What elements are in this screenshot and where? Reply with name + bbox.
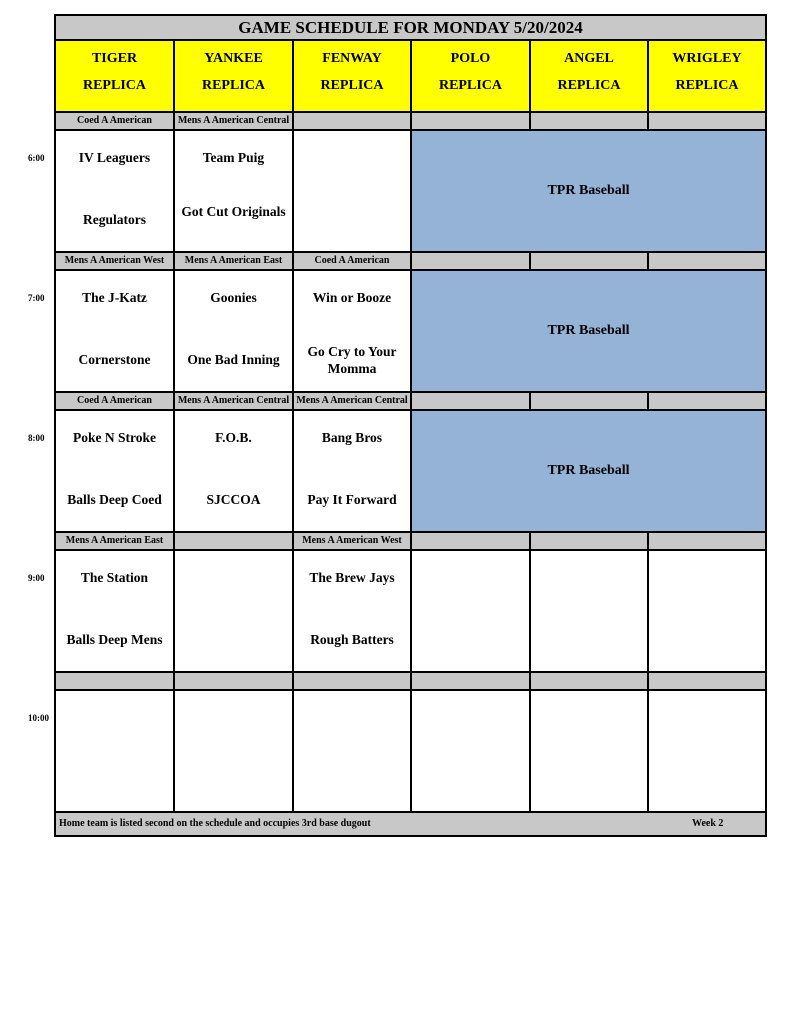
away-team: IV Leaguers bbox=[78, 150, 151, 165]
division-label bbox=[412, 673, 531, 691]
division-label bbox=[412, 393, 531, 411]
reserved-block bbox=[412, 411, 765, 533]
division-label: Mens A American East bbox=[175, 253, 294, 271]
game-cell bbox=[56, 551, 175, 673]
reserved-block-label: TPR Baseball bbox=[547, 463, 630, 478]
division-label: Mens A American Central bbox=[294, 393, 412, 411]
division-label: Mens A American East bbox=[56, 533, 175, 551]
schedule-title: GAME SCHEDULE FOR MONDAY 5/20/2024 bbox=[56, 16, 765, 41]
field-header-fenway bbox=[294, 41, 412, 113]
reserved-block-label: TPR Baseball bbox=[547, 323, 630, 338]
division-label bbox=[412, 113, 531, 131]
game-cell bbox=[56, 131, 175, 253]
field-subtitle: REPLICA bbox=[320, 78, 384, 93]
game-cell bbox=[175, 411, 294, 533]
schedule-table bbox=[54, 14, 767, 837]
game-cell bbox=[56, 411, 175, 533]
game-cell bbox=[294, 691, 412, 813]
week-label: Week 2 bbox=[692, 818, 724, 829]
home-team: Got Cut Originals bbox=[181, 204, 286, 219]
game-cell bbox=[294, 411, 412, 533]
away-team: The Brew Jays bbox=[309, 570, 395, 585]
division-label bbox=[175, 533, 294, 551]
division-label: Coed A American bbox=[56, 113, 175, 131]
division-label bbox=[531, 253, 649, 271]
time-label: 8:00 bbox=[28, 433, 45, 443]
time-label: 9:00 bbox=[28, 573, 45, 583]
division-label bbox=[412, 253, 531, 271]
division-label: Mens A American Central bbox=[175, 113, 294, 131]
division-label bbox=[294, 113, 412, 131]
away-team: Bang Bros bbox=[321, 430, 383, 445]
field-name: TIGER bbox=[91, 51, 138, 66]
field-header-wrigley bbox=[649, 41, 765, 113]
game-cell bbox=[294, 551, 412, 673]
field-name: ANGEL bbox=[564, 51, 614, 66]
field-subtitle: REPLICA bbox=[82, 78, 146, 93]
division-label bbox=[649, 393, 765, 411]
time-label: 6:00 bbox=[28, 153, 45, 163]
away-team: Win or Booze bbox=[312, 290, 392, 305]
field-name: POLO bbox=[450, 51, 491, 66]
reserved-block bbox=[412, 271, 765, 393]
home-team: Pay It Forward bbox=[307, 492, 397, 507]
time-label: 10:00 bbox=[28, 713, 49, 723]
division-label bbox=[649, 113, 765, 131]
game-cell bbox=[56, 271, 175, 393]
home-team: Balls Deep Mens bbox=[66, 632, 163, 647]
field-header-polo bbox=[412, 41, 531, 113]
division-label bbox=[649, 253, 765, 271]
time-label: 7:00 bbox=[28, 293, 45, 303]
field-subtitle: REPLICA bbox=[675, 78, 739, 93]
away-team: Goonies bbox=[210, 290, 257, 305]
home-team: One Bad Inning bbox=[187, 352, 280, 367]
reserved-block-label: TPR Baseball bbox=[547, 183, 630, 198]
field-header-angel bbox=[531, 41, 649, 113]
home-team: Go Cry to Your Momma bbox=[307, 344, 397, 376]
game-cell bbox=[531, 691, 649, 813]
division-label: Coed A American bbox=[56, 393, 175, 411]
away-team: The Station bbox=[80, 570, 149, 585]
reserved-block bbox=[412, 131, 765, 253]
division-label bbox=[649, 533, 765, 551]
home-team: Balls Deep Coed bbox=[67, 492, 162, 507]
home-team: Rough Batters bbox=[310, 632, 394, 647]
home-team: SJCCOA bbox=[206, 492, 261, 507]
game-cell bbox=[175, 551, 294, 673]
field-subtitle: REPLICA bbox=[557, 78, 621, 93]
game-cell bbox=[175, 271, 294, 393]
game-cell bbox=[175, 131, 294, 253]
division-label bbox=[531, 113, 649, 131]
field-name: YANKEE bbox=[204, 51, 263, 66]
field-header-tiger bbox=[56, 41, 175, 113]
footer-note: Home team is listed second on the schedule and occupies 3rd base dugout bbox=[59, 818, 371, 829]
game-cell bbox=[294, 271, 412, 393]
game-cell bbox=[412, 551, 531, 673]
game-cell bbox=[649, 551, 765, 673]
away-team: The J-Katz bbox=[82, 290, 147, 305]
division-label: Mens A American West bbox=[56, 253, 175, 271]
game-cell bbox=[175, 691, 294, 813]
field-name: FENWAY bbox=[322, 51, 382, 66]
footer-bar bbox=[56, 813, 765, 835]
division-label bbox=[175, 673, 294, 691]
division-label bbox=[412, 533, 531, 551]
division-label bbox=[56, 673, 175, 691]
away-team: F.O.B. bbox=[215, 430, 252, 445]
game-cell bbox=[294, 131, 412, 253]
game-cell bbox=[412, 691, 531, 813]
field-subtitle: REPLICA bbox=[438, 78, 502, 93]
home-team: Cornerstone bbox=[78, 352, 151, 367]
away-team: Poke N Stroke bbox=[73, 430, 156, 445]
division-label: Mens A American Central bbox=[175, 393, 294, 411]
division-label bbox=[649, 673, 765, 691]
game-cell bbox=[649, 691, 765, 813]
division-label bbox=[531, 393, 649, 411]
away-team: Team Puig bbox=[202, 150, 265, 165]
division-label: Coed A American bbox=[294, 253, 412, 271]
game-cell bbox=[531, 551, 649, 673]
division-label: Mens A American West bbox=[294, 533, 412, 551]
division-label bbox=[531, 533, 649, 551]
division-label bbox=[294, 673, 412, 691]
field-name: WRIGLEY bbox=[672, 51, 742, 66]
field-subtitle: REPLICA bbox=[201, 78, 265, 93]
field-header-yankee bbox=[175, 41, 294, 113]
home-team: Regulators bbox=[83, 212, 146, 227]
division-label bbox=[531, 673, 649, 691]
game-cell bbox=[56, 691, 175, 813]
